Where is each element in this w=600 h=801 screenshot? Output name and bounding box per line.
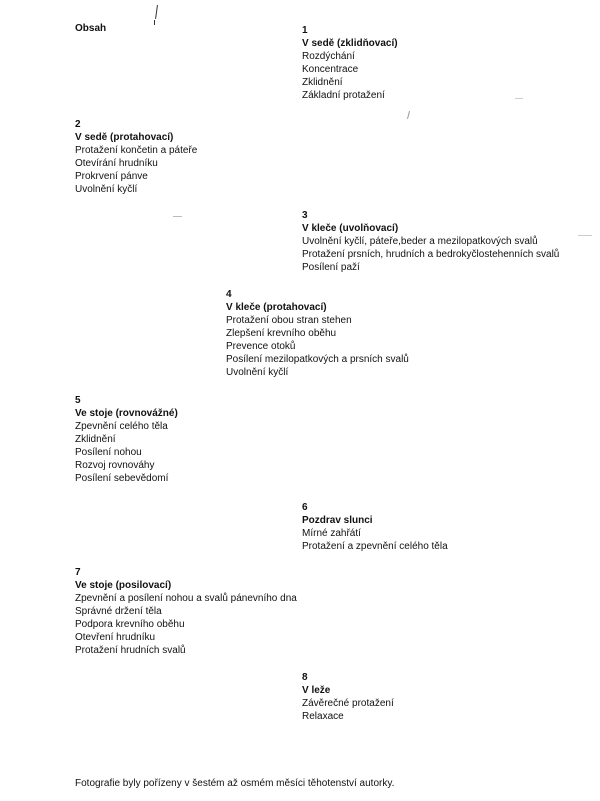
section-title: V sedě (protahovací)	[75, 132, 174, 143]
section-title: Pozdrav slunci	[302, 515, 373, 526]
scan-mark	[515, 98, 523, 99]
scan-mark	[154, 20, 155, 25]
list-item: Závěrečné protažení	[302, 698, 394, 709]
list-item: Rozdýchání	[302, 51, 355, 62]
list-item: Posílení sebevědomí	[75, 473, 169, 484]
section-items	[302, 697, 394, 723]
section-4	[226, 288, 409, 379]
section-items	[302, 527, 448, 553]
list-item: Rozvoj rovnováhy	[75, 460, 155, 471]
list-item: Prevence otoků	[226, 341, 296, 352]
list-item: Prokrvení pánve	[75, 171, 148, 182]
section-number: 1	[302, 25, 308, 36]
list-item: Otevírání hrudníku	[75, 158, 158, 169]
section-items	[302, 235, 559, 274]
section-items	[75, 420, 178, 485]
section-title: Ve stoje (rovnovážné)	[75, 408, 178, 419]
section-number: 8	[302, 672, 308, 683]
section-5	[75, 394, 178, 485]
section-1	[302, 24, 398, 102]
scan-mark	[407, 111, 410, 119]
list-item: Správné držení těla	[75, 606, 162, 617]
section-title: Ve stoje (posilovací)	[75, 580, 172, 591]
section-title: V leže	[302, 685, 331, 696]
list-item: Uvolnění kyčlí, páteře,beder a mezilopatkových svalů	[302, 236, 538, 247]
list-item: Zklidnění	[302, 77, 343, 88]
section-7	[75, 566, 297, 657]
list-item: Protažení a zpevnění celého těla	[302, 541, 448, 552]
list-item: Zlepšení krevního oběhu	[226, 328, 337, 339]
section-number: 5	[75, 395, 81, 406]
list-item: Uvolnění kyčlí	[226, 367, 289, 378]
section-number: 3	[302, 210, 308, 221]
scan-mark	[578, 235, 592, 236]
list-item: Mírné zahřátí	[302, 528, 361, 539]
section-items	[75, 144, 197, 196]
footer-note: Fotografie byly pořízeny v šestém až osmém měsíci těhotenství autorky.	[75, 778, 395, 789]
section-items	[226, 314, 409, 379]
section-6	[302, 501, 448, 553]
list-item: Posílení paží	[302, 262, 360, 273]
list-item: Protažení končetin a páteře	[75, 145, 198, 156]
section-number: 2	[75, 119, 81, 130]
list-item: Otevření hrudníku	[75, 632, 156, 643]
section-8	[302, 671, 394, 723]
scan-mark	[155, 5, 158, 19]
list-item: Uvolnění kyčlí	[75, 184, 138, 195]
list-item: Zklidnění	[75, 434, 116, 445]
list-item: Posílení mezilopatkových a prsních svalů	[226, 354, 409, 365]
page-title: Obsah	[75, 23, 107, 34]
section-number: 4	[226, 289, 232, 300]
section-title: V kleče (uvolňovací)	[302, 223, 399, 234]
list-item: Posílení nohou	[75, 447, 142, 458]
list-item: Protažení hrudních svalů	[75, 645, 186, 656]
section-items	[75, 592, 297, 657]
list-item: Protažení obou stran stehen	[226, 315, 352, 326]
section-3	[302, 209, 559, 274]
list-item: Základní protažení	[302, 90, 385, 101]
section-title: V kleče (protahovací)	[226, 302, 327, 313]
list-item: Zpevnění celého těla	[75, 421, 168, 432]
section-title: V sedě (zklidňovací)	[302, 38, 398, 49]
list-item: Koncentrace	[302, 64, 359, 75]
section-number: 6	[302, 502, 308, 513]
list-item: Relaxace	[302, 711, 344, 722]
section-number: 7	[75, 567, 81, 578]
list-item: Protažení prsních, hrudních a bedrokyčlostehenních svalů	[302, 249, 560, 260]
list-item: Zpevnění a posílení nohou a svalů pánevního dna	[75, 593, 297, 604]
scan-mark	[173, 216, 182, 217]
section-items	[302, 50, 398, 102]
section-2	[75, 118, 197, 196]
list-item: Podpora krevního oběhu	[75, 619, 185, 630]
